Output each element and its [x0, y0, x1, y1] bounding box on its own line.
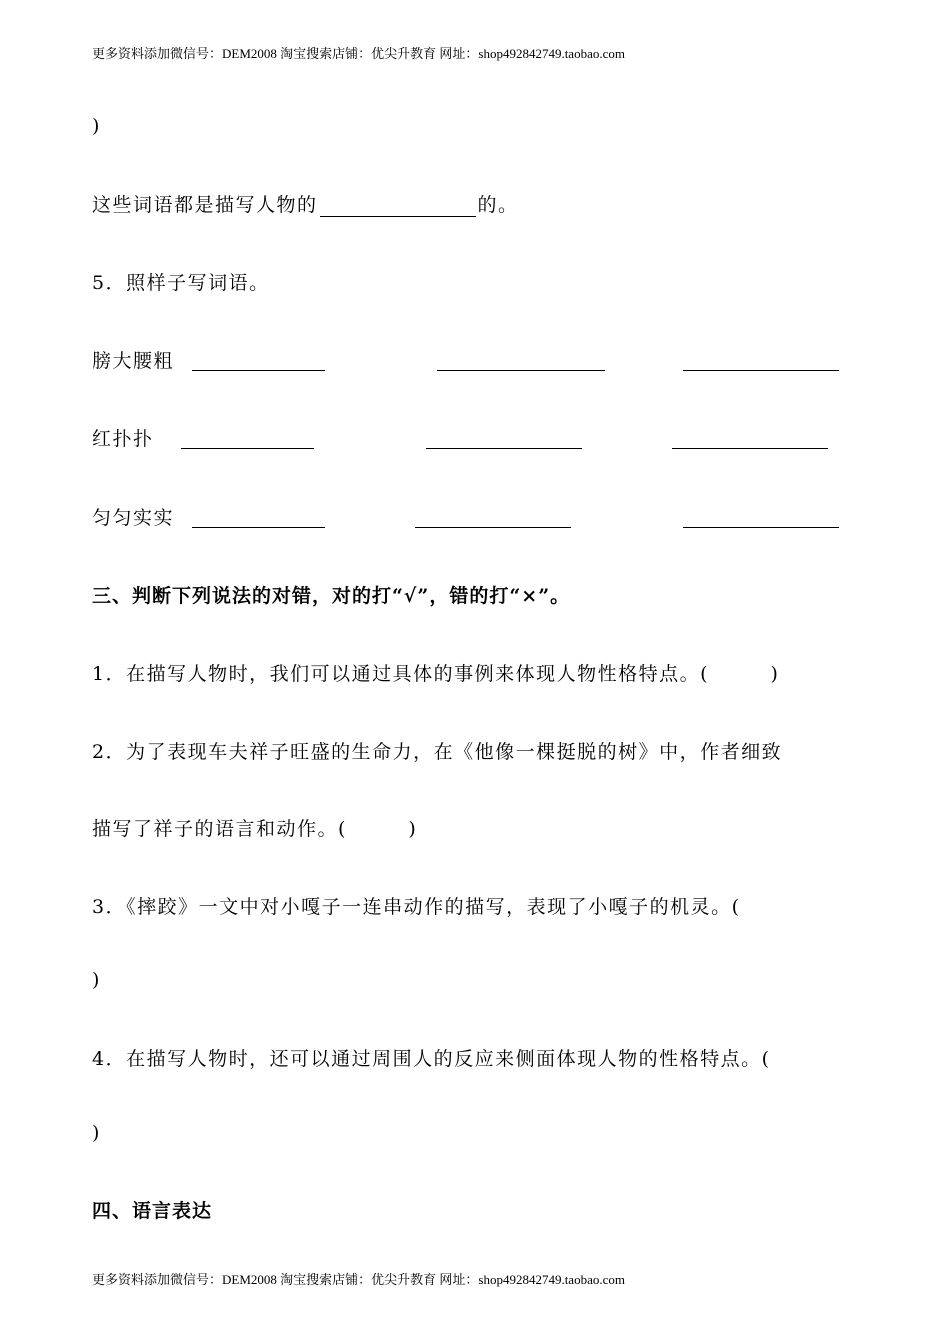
summary-after: 的。	[477, 194, 519, 216]
answer-blank[interactable]	[683, 527, 839, 528]
section-4-title: 四、语言表达	[92, 1200, 213, 1222]
page-header: 更多资料添加微信号：DEM2008 淘宝搜索店铺：优尖升教育 网址：shop492842749.taobao.com	[92, 46, 625, 61]
answer-blank[interactable]	[320, 198, 476, 217]
judge-question-3-line-2: )	[92, 969, 101, 991]
answer-blank[interactable]	[683, 370, 839, 371]
example-word-2: 红扑扑	[92, 428, 154, 450]
page-footer: 更多资料添加微信号：DEM2008 淘宝搜索店铺：优尖升教育 网址：shop492842749.taobao.com	[92, 1272, 625, 1287]
answer-blank[interactable]	[192, 527, 325, 528]
judge-question-3-line-1: 3．《摔跤》一文中对小嘎子一连串动作的描写，表现了小嘎子的机灵。(	[92, 896, 741, 918]
question-5-title: 5．照样子写词语。	[92, 272, 270, 294]
example-word-3: 匀匀实实	[92, 507, 175, 529]
summary-line	[92, 193, 519, 217]
judge-question-2-line-1: 2．为了表现车夫祥子旺盛的生命力，在《他像一棵挺脱的树》中，作者细致	[92, 741, 783, 763]
answer-blank[interactable]	[437, 370, 605, 371]
answer-blank[interactable]	[672, 448, 828, 449]
judge-question-4-line-1: 4．在描写人物时，还可以通过周围人的反应来侧面体现人物的性格特点。(	[92, 1048, 771, 1070]
judge-question-1: 1．在描写人物时，我们可以通过具体的事例来体现人物性格特点。( )	[92, 663, 780, 685]
summary-before: 这些词语都是描写人物的	[92, 194, 318, 216]
example-word-1: 膀大腰粗	[92, 350, 175, 372]
judge-question-2-line-2: 描写了祥子的语言和动作。( )	[92, 818, 418, 840]
judge-question-4-line-2: )	[92, 1122, 101, 1144]
answer-blank[interactable]	[426, 448, 582, 449]
trailing-paren: )	[92, 115, 101, 137]
section-3-title: 三、判断下列说法的对错，对的打“√”，错的打“×”。	[92, 585, 571, 607]
answer-blank[interactable]	[181, 448, 314, 449]
answer-blank[interactable]	[192, 370, 325, 371]
answer-blank[interactable]	[415, 527, 571, 528]
